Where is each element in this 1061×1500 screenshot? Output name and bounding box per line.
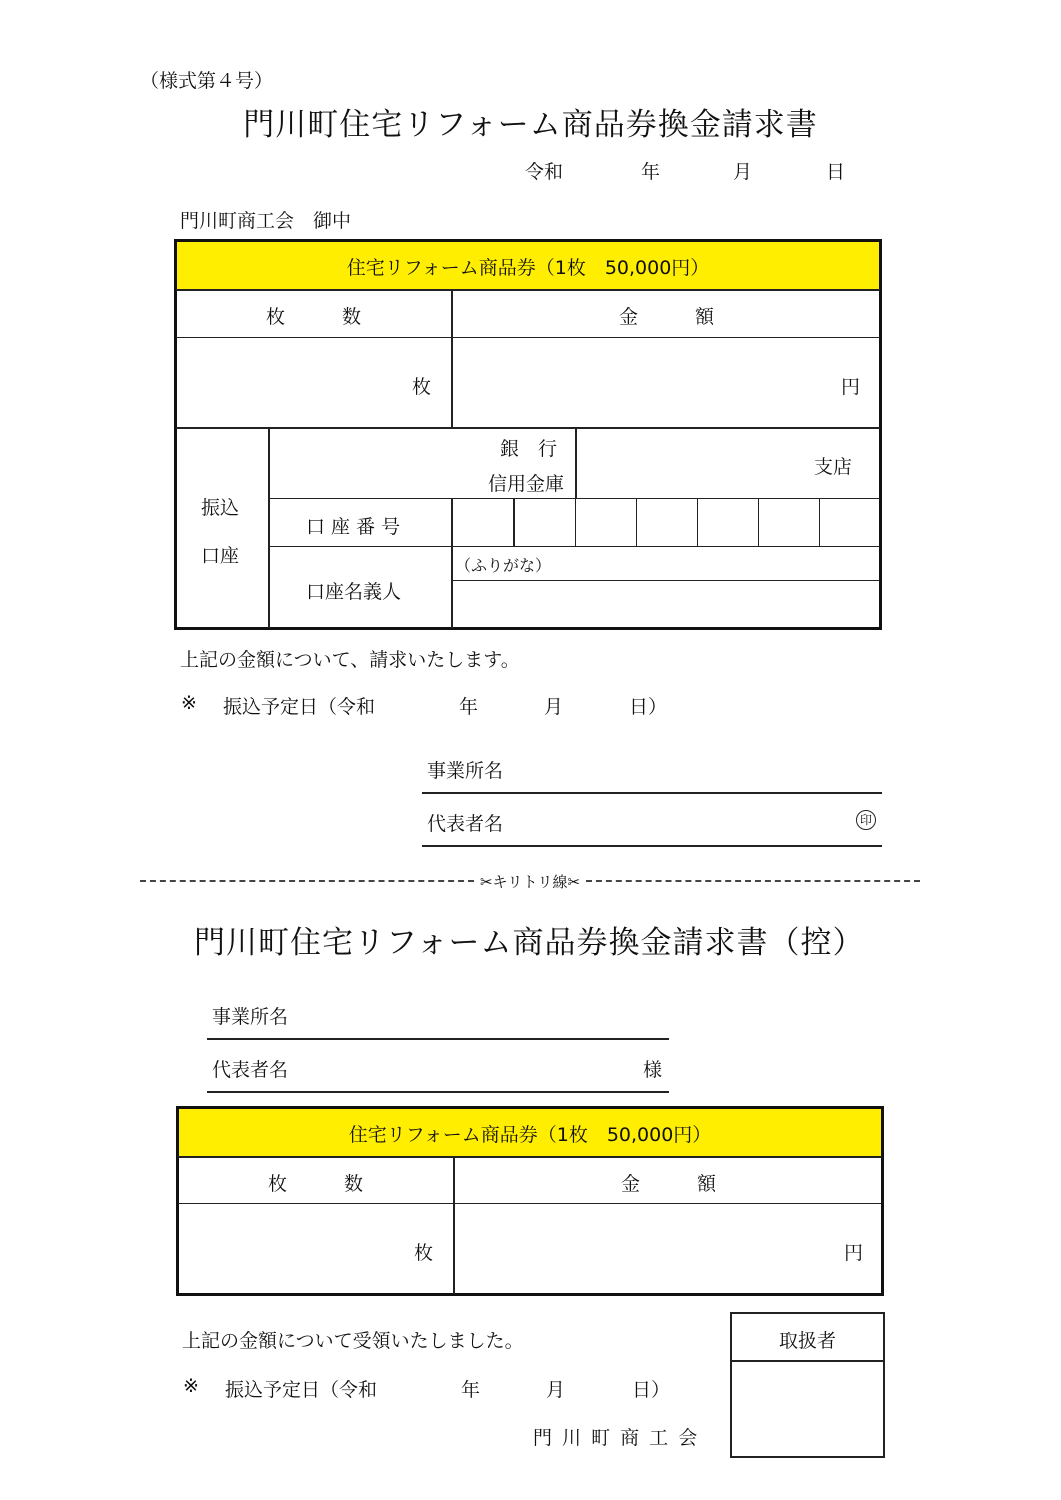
voucher-header: 住宅リフォーム商品券（1枚 50,000円） — [346, 257, 710, 279]
copy-received-statement: 上記の金額について受領いたしました。 — [182, 1330, 524, 1352]
col-count-header: 枚 数 — [265, 306, 361, 328]
copy-title: 門川町住宅リフォーム商品券換金請求書（控） — [194, 925, 865, 961]
bank-label: 銀 行 — [500, 438, 558, 460]
copy-scheduled-month: 月 — [546, 1379, 566, 1401]
credit-union-label: 信用金庫 — [488, 473, 565, 495]
account-holder-label: 口座名義人 — [306, 581, 402, 603]
page-title: 門川町住宅リフォーム商品券換金請求書 — [243, 107, 818, 143]
copy-amount-field[interactable]: 円 — [844, 1242, 864, 1264]
copy-col-count-header: 枚 数 — [267, 1173, 363, 1195]
handler-stamp-field[interactable] — [732, 1362, 883, 1456]
copy-representative-label: 代表者名 — [212, 1059, 289, 1081]
col-amount-header: 金 額 — [618, 306, 714, 328]
transfer-label-2: 口座 — [201, 545, 240, 567]
business-name-label: 事業所名 — [427, 760, 504, 782]
transfer-label-1: 振込 — [201, 497, 240, 519]
count-field[interactable]: 枚 — [412, 376, 432, 398]
furigana-label: （ふりがな） — [455, 556, 552, 575]
copy-business-name-label: 事業所名 — [212, 1006, 289, 1028]
branch-label: 支店 — [814, 456, 853, 478]
copy-scheduled-mark: ※ — [183, 1375, 199, 1397]
cut-line — [140, 871, 920, 891]
cut-line-label: ✂キリトリ線✂ — [479, 872, 581, 891]
scheduled-month: 月 — [544, 696, 564, 718]
date-era: 令和 — [525, 161, 564, 183]
copy-issuer: 門 川 町 商 工 会 — [533, 1427, 700, 1449]
copy-col-amount-header: 金 額 — [620, 1173, 716, 1195]
copy-count-field[interactable]: 枚 — [414, 1242, 434, 1264]
account-holder-field[interactable] — [453, 581, 880, 627]
handler-label: 取扱者 — [778, 1330, 836, 1352]
scheduled-label: 振込予定日（令和 — [223, 696, 376, 718]
addressee: 門川町商工会 御中 — [180, 210, 352, 232]
scheduled-year: 年 — [459, 696, 479, 718]
request-statement: 上記の金額について、請求いたします。 — [180, 649, 520, 671]
date-month: 月 — [733, 161, 753, 183]
date-year: 年 — [641, 161, 661, 183]
form-number: （様式第４号） — [140, 70, 274, 92]
account-number-label: 口 座 番 号 — [306, 516, 401, 538]
account-number-field[interactable] — [453, 499, 880, 546]
copy-table — [176, 1106, 884, 1296]
scheduled-day: 日） — [629, 696, 668, 718]
representative-label: 代表者名 — [427, 813, 504, 835]
copy-scheduled-day: 日） — [632, 1379, 671, 1401]
copy-scheduled-year: 年 — [461, 1379, 481, 1401]
copy-voucher-header: 住宅リフォーム商品券（1枚 50,000円） — [348, 1124, 712, 1146]
amount-field[interactable]: 円 — [841, 376, 861, 398]
seal-mark: 印 — [856, 810, 876, 830]
date-day: 日 — [826, 161, 846, 183]
copy-scheduled-label: 振込予定日（令和 — [225, 1379, 378, 1401]
scheduled-mark: ※ — [181, 692, 197, 714]
copy-honorific: 様 — [643, 1059, 663, 1081]
